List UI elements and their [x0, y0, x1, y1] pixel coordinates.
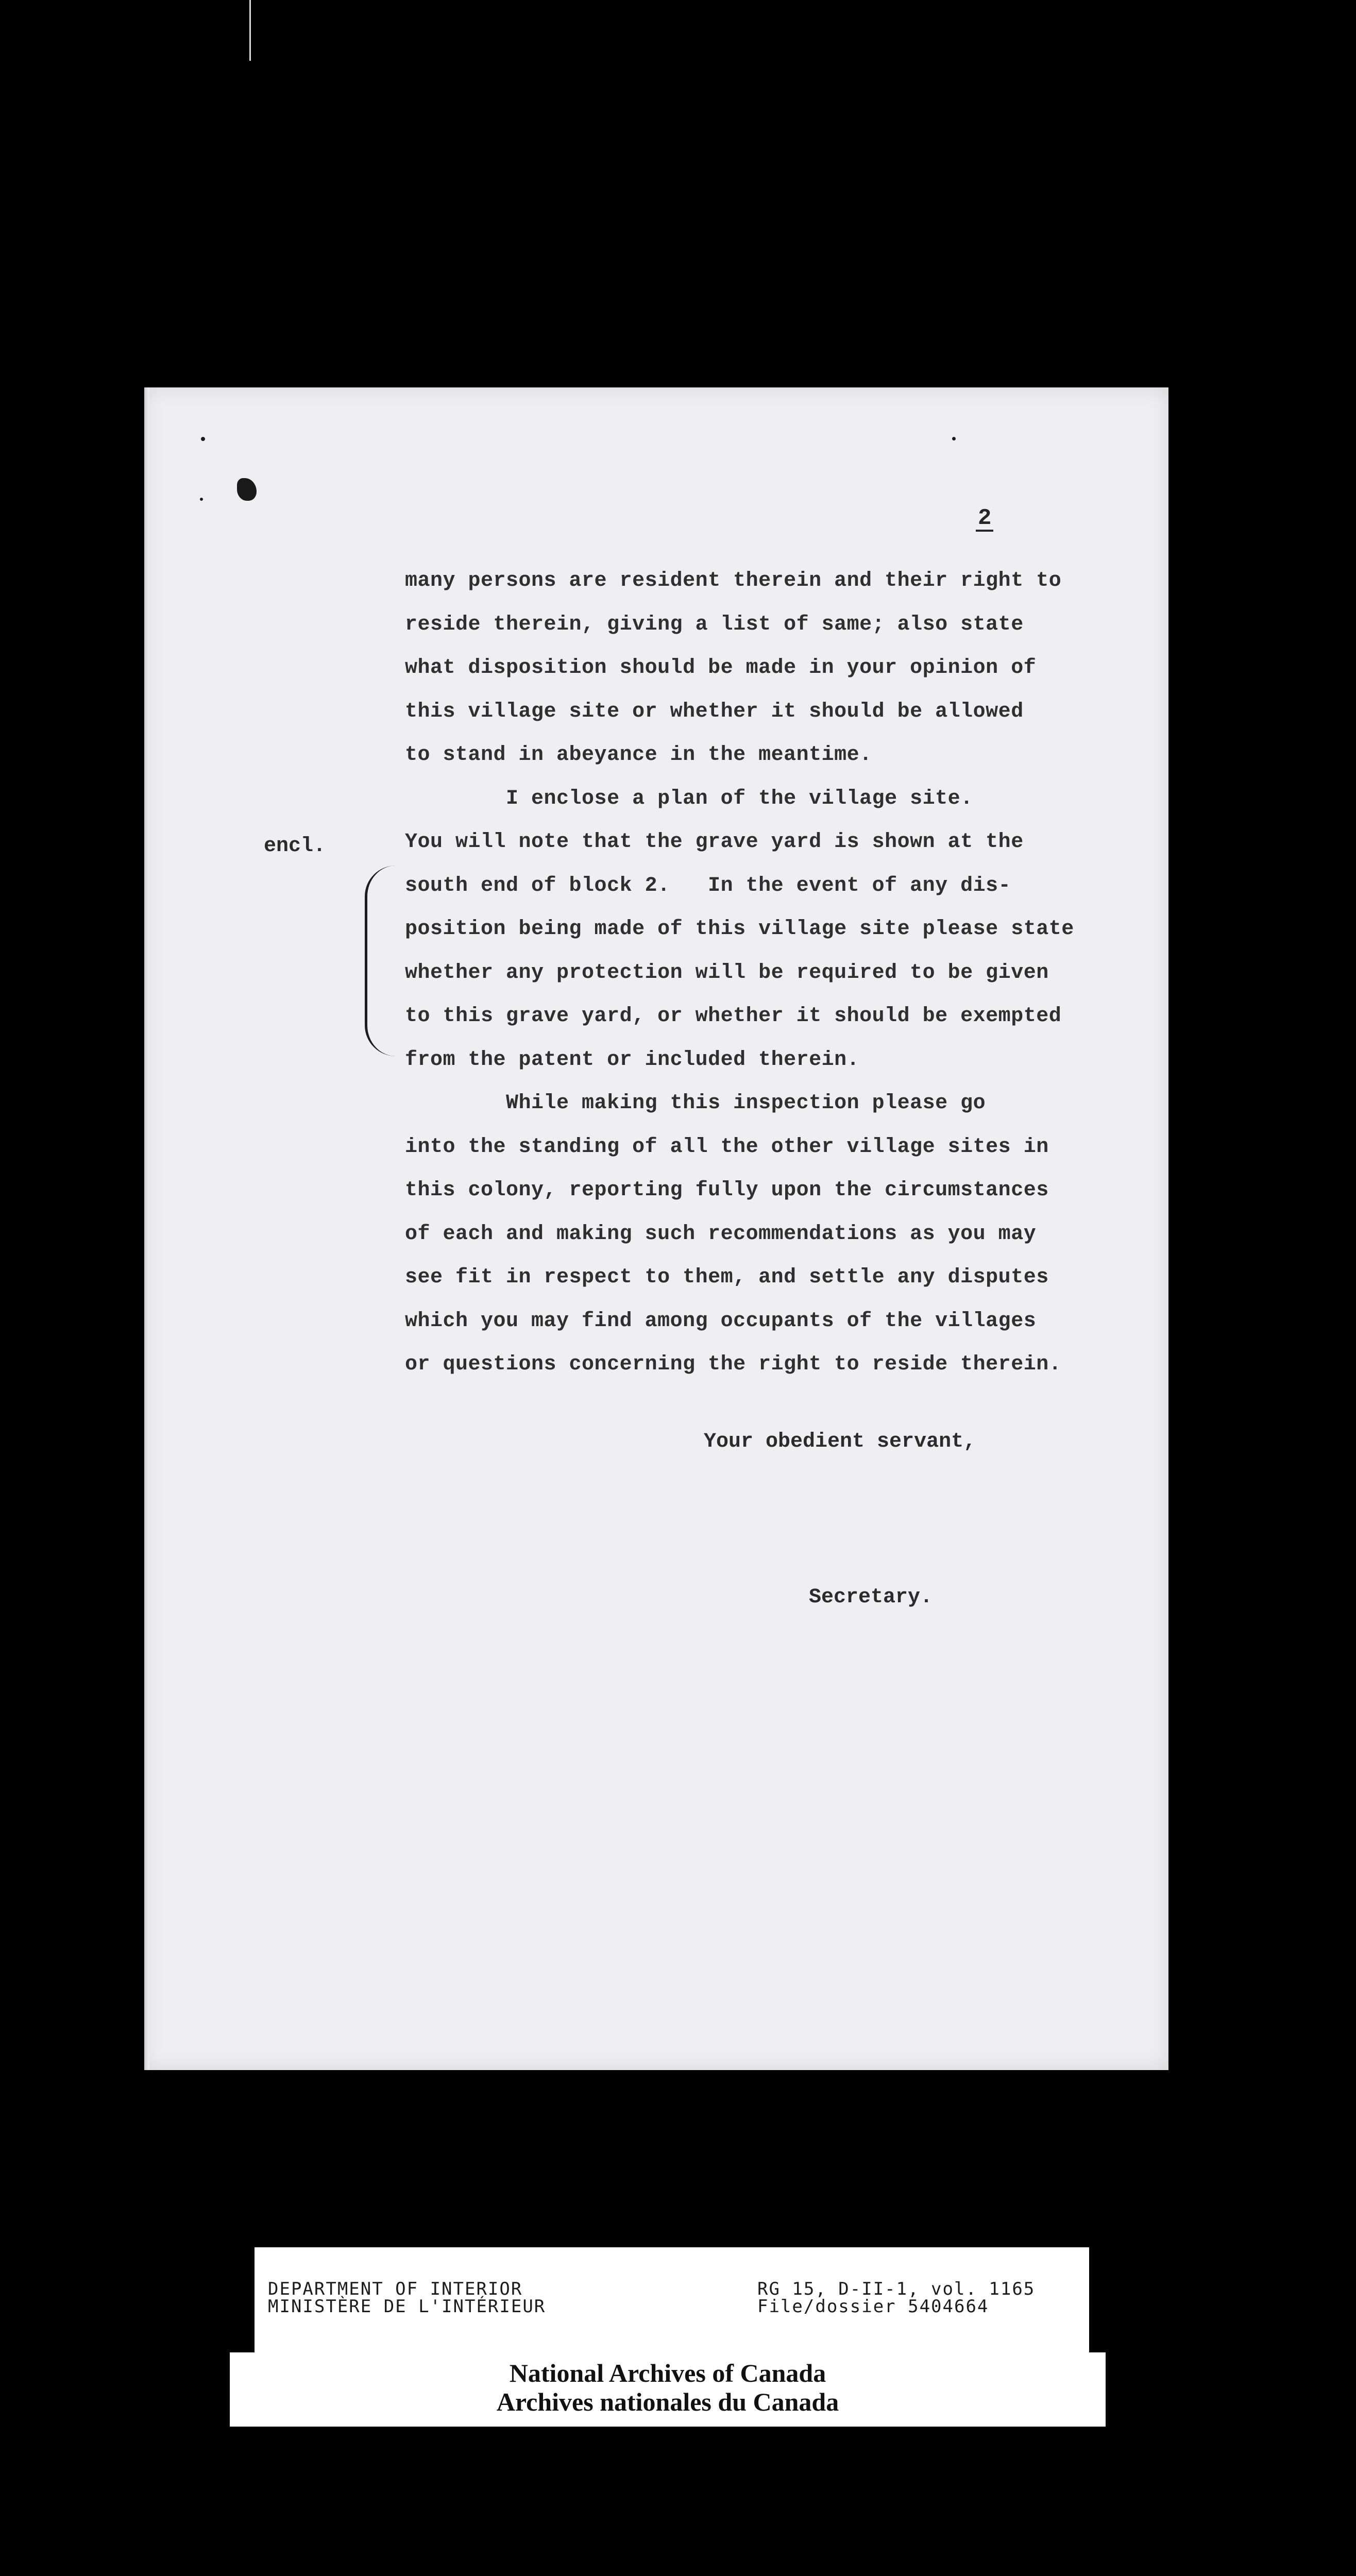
paper-speck: [200, 498, 203, 501]
letter-line: whether any protection will be required to be given: [405, 961, 1049, 985]
letter-line: While making this inspection please go: [405, 1092, 986, 1115]
paper-hole-mark: [237, 478, 257, 501]
page-number: 2: [976, 507, 993, 532]
file-number: File/dossier 5404664: [757, 2296, 989, 2317]
department-name: [268, 2280, 546, 2315]
letter-line: reside therein, giving a list of same; also state: [405, 613, 1024, 636]
letter-line: position being made of this village site please state: [405, 918, 1074, 941]
letter-line: You will note that the grave yard is shown at the: [405, 831, 1024, 854]
letter-line: or questions concerning the right to reside therein.: [405, 1353, 1062, 1376]
letter-line: this colony, reporting fully upon the circumstances: [405, 1179, 1049, 1202]
letter-line: which you may find among occupants of the villages: [405, 1309, 1037, 1333]
document-page: [144, 387, 1168, 2070]
archive-label: [230, 2352, 1106, 2427]
paper-speck: [201, 437, 205, 441]
letter-line: this village site or whether it should be allowed: [405, 700, 1024, 723]
archive-name-fr: Archives nationales du Canada: [496, 2387, 839, 2416]
paper-speck: [952, 437, 956, 440]
letter-line: to this grave yard, or whether it should be exempted: [405, 1005, 1062, 1028]
signature-title: Secretary.: [809, 1586, 933, 1609]
letter-line: what disposition should be made in your opinion of: [405, 656, 1037, 680]
letter-line: to stand in abeyance in the meantime.: [405, 743, 872, 767]
film-edge-mark: [249, 0, 251, 61]
letter-line: many persons are resident therein and their right to: [405, 569, 1062, 592]
letter-line: into the standing of all the other village sites in: [405, 1135, 1049, 1159]
department-name-en: DEPARTMENT OF INTERIOR: [268, 2279, 523, 2299]
closing-salutation: Your obedient servant,: [704, 1430, 976, 1453]
letter-line: I enclose a plan of the village site.: [405, 787, 973, 810]
letter-line: south end of block 2. In the event of any dis-: [405, 874, 1011, 897]
reference-label: [255, 2247, 1089, 2352]
department-name-fr: MINISTÈRE DE L'INTÉRIEUR: [268, 2296, 546, 2317]
letter-line: from the patent or included therein.: [405, 1048, 860, 1072]
margin-note-enclosure: encl.: [264, 835, 326, 858]
record-group: RG 15, D-II-1, vol. 1165: [757, 2279, 1036, 2299]
letter-line: see fit in respect to them, and settle any disputes: [405, 1266, 1049, 1289]
archive-name-en: National Archives of Canada: [509, 2359, 826, 2387]
letter-line: of each and making such recommendations as you may: [405, 1222, 1037, 1246]
letter-body: [405, 560, 1162, 1387]
page-edge: [144, 387, 149, 2070]
record-reference: [757, 2280, 1035, 2315]
margin-bracket: [365, 866, 398, 1056]
